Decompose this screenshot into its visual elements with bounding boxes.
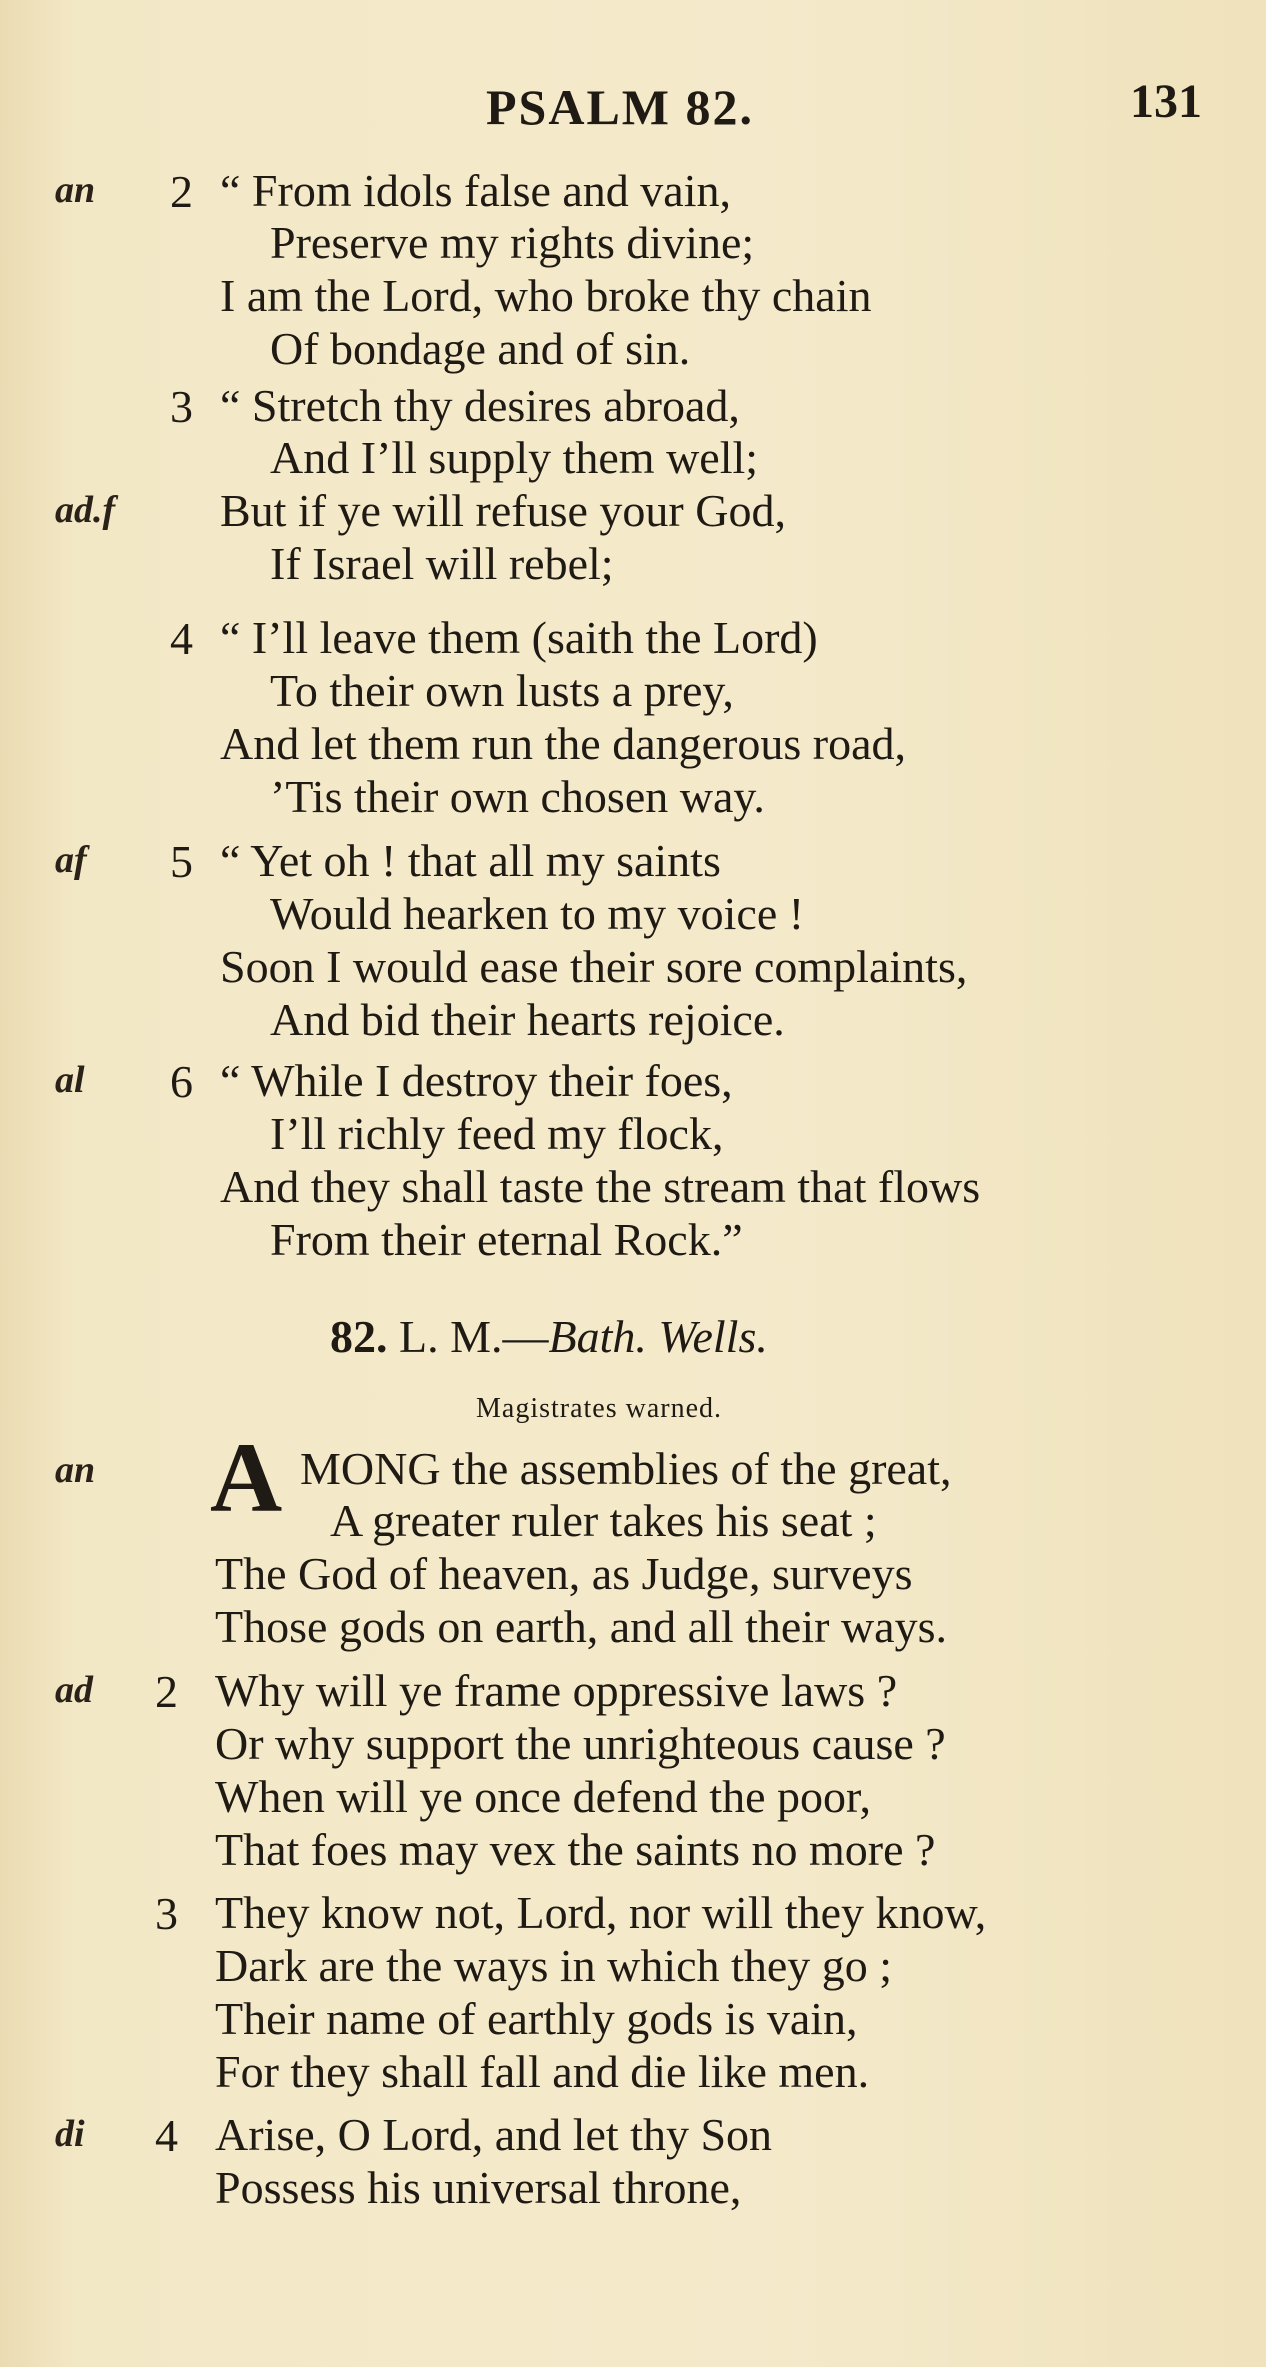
verse-line: But if ye will refuse your God, <box>220 485 786 536</box>
margin-note: af <box>55 839 87 881</box>
verse-line: Preserve my rights divine; <box>270 217 755 268</box>
verse-line: The God of heaven, as Judge, surveys <box>215 1548 913 1599</box>
verse-line: “ Yet oh ! that all my saints <box>220 835 721 886</box>
verse-line: Their name of earthly gods is vain, <box>215 1993 858 2044</box>
hymn-tune: Bath. Wells. <box>548 1311 768 1362</box>
verse-line: For they shall fall and die like men. <box>215 2046 870 2097</box>
hymn-number: 82. <box>330 1311 388 1362</box>
margin-note: an <box>55 1449 96 1491</box>
verse-line: And I’ll supply them well; <box>270 432 759 483</box>
hymn-heading <box>330 1310 768 1363</box>
verse-line: And let them run the dangerous road, <box>220 718 906 769</box>
verse-line: Arise, O Lord, and let thy Son <box>215 2109 773 2160</box>
verse-number: 2 <box>170 166 193 217</box>
verse-line: “ From idols false and vain, <box>220 165 732 216</box>
verse-number: 4 <box>170 613 193 664</box>
verse-line: That foes may vex the saints no more ? <box>215 1824 936 1875</box>
verse-number: 5 <box>170 836 193 887</box>
verse-line: MONG the assemblies of the great, <box>300 1443 952 1494</box>
hymn-meter: L. M.— <box>387 1311 549 1362</box>
verse-line: And they shall taste the stream that flows <box>220 1161 981 1212</box>
verse-line: Those gods on earth, and all their ways. <box>215 1601 947 1652</box>
verse-line: “ Stretch thy desires abroad, <box>220 380 740 431</box>
margin-note: an <box>55 169 96 211</box>
verse-number: 6 <box>170 1056 193 1107</box>
verse-line: Or why support the unrighteous cause ? <box>215 1718 946 1769</box>
verse-line: ’Tis their own chosen way. <box>270 771 765 822</box>
margin-note: di <box>55 2113 85 2155</box>
verse-number: 3 <box>170 381 193 432</box>
verse-line: Possess his universal throne, <box>215 2162 742 2213</box>
verse-line: Soon I would ease their sore complaints, <box>220 941 968 992</box>
verse-line: “ I’ll leave them (saith the Lord) <box>220 612 818 663</box>
hymn-subject: Magistrates warned. <box>476 1393 723 1424</box>
verse-line: “ While I destroy their foes, <box>220 1055 733 1106</box>
verse-line: Would hearken to my voice ! <box>270 888 805 939</box>
verse-line: Of bondage and of sin. <box>270 323 691 374</box>
verse-line: From their eternal Rock.” <box>270 1214 743 1265</box>
page-number: 131 <box>1130 75 1202 128</box>
verse-number: 3 <box>155 1888 178 1939</box>
verse-line: Dark are the ways in which they go ; <box>215 1940 893 1991</box>
verse-line: A greater ruler takes his seat ; <box>330 1495 877 1546</box>
verse-line: I’ll richly feed my flock, <box>270 1108 724 1159</box>
verse-line: To their own lusts a prey, <box>270 665 734 716</box>
verse-number: 2 <box>155 1666 178 1717</box>
margin-note: ad <box>55 1669 93 1711</box>
verse-line: I am the Lord, who broke thy chain <box>220 270 872 321</box>
verse-line: They know not, Lord, nor will they know, <box>215 1887 987 1938</box>
margin-note: ad.f <box>55 489 116 531</box>
verse-line: When will ye once defend the poor, <box>215 1771 871 1822</box>
verse-line: And bid their hearts rejoice. <box>270 994 785 1045</box>
running-header: PSALM 82. <box>486 79 754 135</box>
drop-cap: A <box>210 1422 283 1533</box>
verse-line: If Israel will rebel; <box>270 538 614 589</box>
verse-number: 4 <box>155 2110 178 2161</box>
margin-note: al <box>55 1059 85 1101</box>
verse-line: Why will ye frame oppressive laws ? <box>215 1665 898 1716</box>
